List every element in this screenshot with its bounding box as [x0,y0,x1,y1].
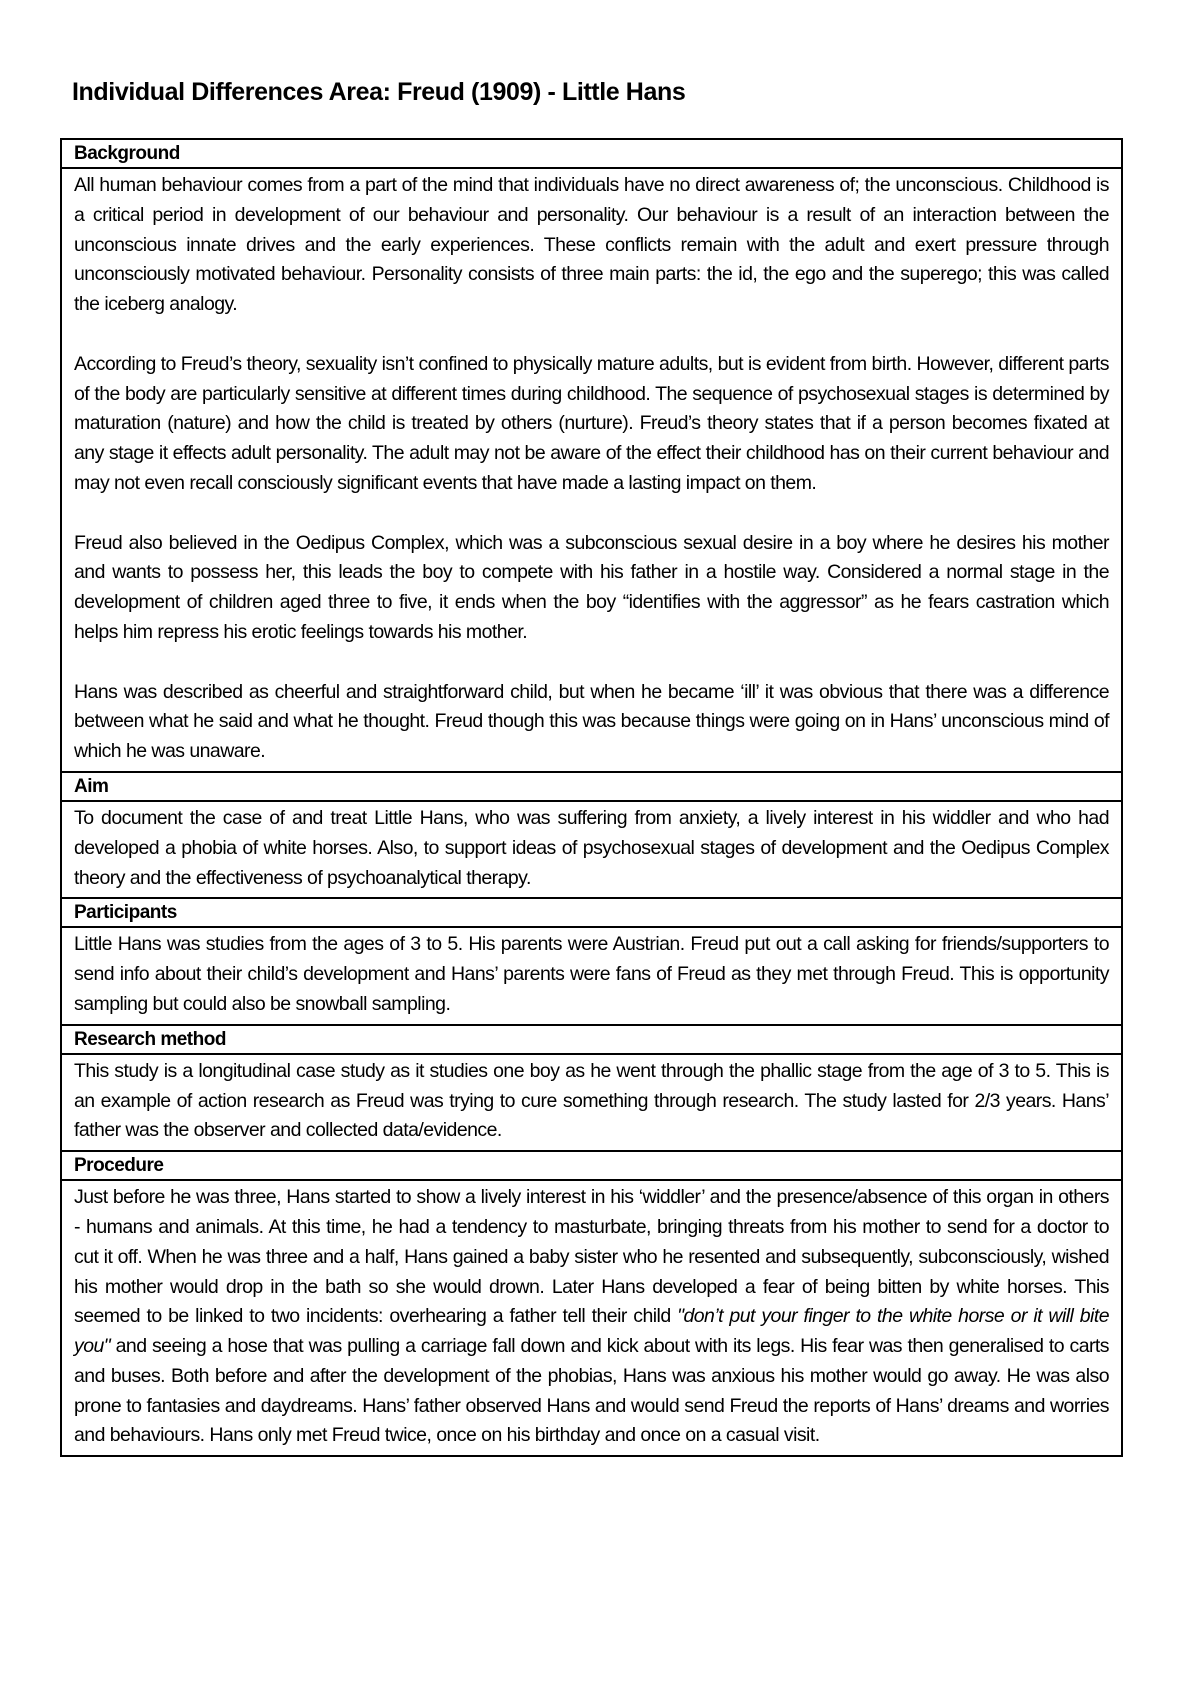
research-method-body [62,1055,1121,1152]
procedure-text-before: Just before he was three, Hans started to show a lively interest in his ‘widdler’ and the presence/absence of this organ in others - humans and animals. At this time, he had a tendency to masturbate, bringing threats from his mother to send for a doctor to cut it off. When he was three and a half, Hans gained a baby sister who he resented and subsequently, subconsciously, wished his mother would drop in the bath so she would drown. Later Hans developed a fear of being bitten by white horses. This seemed to be linked to two incidents: overhearing a father tell their child [74,1186,1109,1328]
participants-text: Little Hans was studies from the ages of 3 to 5. His parents were Austrian. Freud put out a call asking for friends/supporters to send info about their child’s development and Hans’ parents were fans of Freud as they met through Freud. This is opportunity sampling but could also be snowball sampling. [74,933,1109,1015]
page-title: Individual Differences Area: Freud (1909) - Little Hans [72,78,686,106]
research-method-text: This study is a longitudinal case study as it studies one boy as he went through the phallic stage from the age of 3 to 5. This is an example of action research as Freud was trying to cure something through research. The study lasted for 2/3 years. Hans’ father was the observer and collected data/evidence. [74,1059,1109,1142]
study-summary-table [60,138,1123,1457]
research-method-heading: Research method [62,1026,1121,1055]
background-body [62,169,1121,773]
procedure-quote: "don’t put your finger to the white horse or it will bite you" [74,1305,1109,1358]
procedure-body [62,1181,1121,1455]
participants-heading: Participants [62,899,1121,928]
procedure-heading: Procedure [62,1152,1121,1181]
aim-heading: Aim [62,773,1121,802]
background-paragraph: Hans was described as cheerful and straightforward child, but when he became ‘ill’ it was obvious that there was a difference between what he said and what he thought. Freud though this was because things were going on in Hans’ unconscious mind of which he was unaware. [74,680,1109,763]
aim-body [62,802,1121,899]
background-paragraph: Freud also believed in the Oedipus Complex, which was a subconscious sexual desire in a boy where he desires his mother and wants to possess her, this leads the boy to compete with his father in a hostile way. Considered a normal stage in the development of children aged three to five, it ends when the boy “identifies with the aggressor” as he fears castration which helps him repress his erotic feelings towards his mother. [74,531,1109,643]
background-paragraph: According to Freud’s theory, sexuality isn’t confined to physically mature adults, but is evident from birth. However, different parts of the body are particularly sensitive at different times during childhood. The sequence of psychosexual stages is determined by maturation (nature) and how the child is treated by others (nurture). Freud’s theory states that if a person becomes fixated at any stage it effects adult personality. The adult may not be aware of the effect their childhood has on their current behaviour and may not even recall consciously significant events that have made a lasting impact on them. [74,352,1109,494]
procedure-text [74,1183,1109,1451]
background-paragraph: All human behaviour comes from a part of the mind that individuals have no direct awareness of; the unconscious. Childhood is a critical period in development of our behaviour and personality. Our behaviour is a result of an interaction between the unconscious innate drives and the early experiences. These conflicts remain with the adult and exert pressure through unconsciously motivated behaviour. Personality consists of three main parts: the id, the ego and the superego; this was called the iceberg analogy. [74,174,1109,316]
background-heading: Background [62,140,1121,169]
aim-text: To document the case of and treat Little Hans, who was suffering from anxiety, a lively interest in his widdler and who had developed a phobia of white horses. Also, to support ideas of psychosexual stages of development and the Oedipus Complex theory and the effectiveness of psychoanalytical therapy. [74,806,1109,889]
participants-body [62,928,1121,1025]
procedure-text-after: and seeing a hose that was pulling a carriage fall down and kick about with its legs. His fear was then generalised to carts and buses. Both before and after the development of the phobias, Hans was anxious his mother would go away. He was also prone to fantasies and daydreams. Hans’ father observed Hans and would send Freud the reports of Hans’ dreams and worries and behaviours. Hans only met Freud twice, once on his birthday and once on a casual visit. [74,1335,1109,1447]
